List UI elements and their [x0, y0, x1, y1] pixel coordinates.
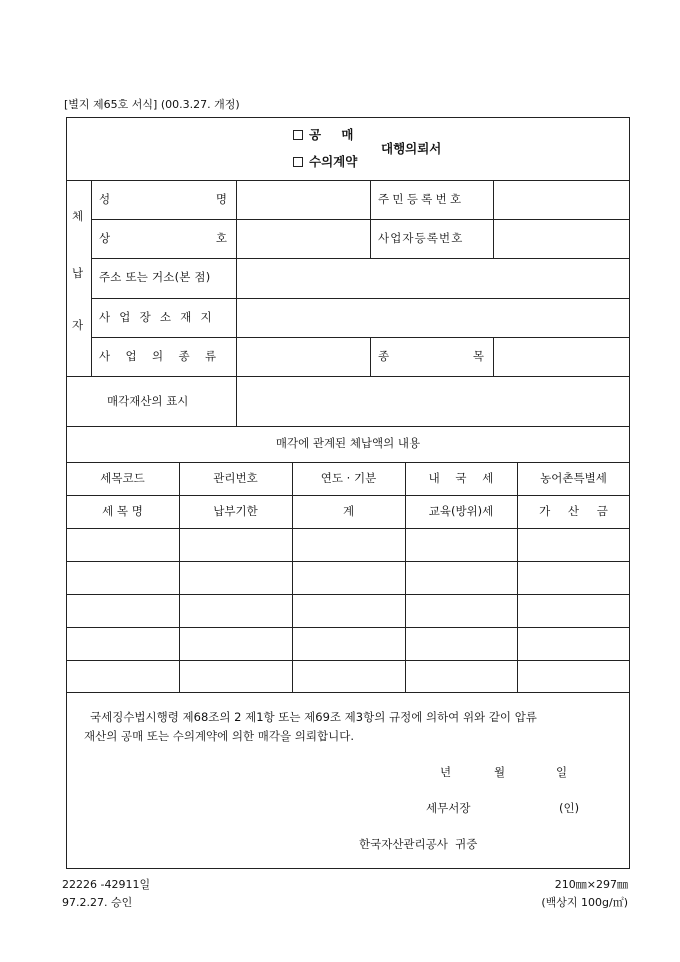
trade-name-label: 상 호	[99, 231, 227, 245]
statement-line-1: 국세징수법시행령 제68조의 2 제1항 또는 제69조 제3항의 규정에 의하여 위와 같이 압류	[90, 710, 537, 724]
address-label: 주소 또는 거소(본 점)	[99, 270, 211, 284]
divider	[66, 692, 630, 693]
table-row[interactable]	[67, 595, 629, 626]
header-tax-name: 세 목 명	[102, 504, 143, 518]
table-row[interactable]	[67, 661, 629, 691]
resident-no-label: 주민등록번호	[378, 192, 465, 206]
trade-name-field[interactable]	[237, 220, 369, 257]
business-type-field[interactable]	[237, 338, 369, 375]
business-location-field[interactable]	[237, 299, 629, 336]
recipient: 한국자산관리공사 귀중	[359, 837, 478, 851]
date-year: 년	[440, 765, 452, 779]
header-domestic-tax: 내 국 세	[428, 471, 494, 485]
divider	[91, 180, 92, 376]
seal-mark: (인)	[559, 801, 580, 815]
tax-office-head: 세무서장	[426, 801, 471, 815]
table-row[interactable]	[67, 529, 629, 560]
option-auction: 공 매	[293, 129, 354, 142]
header-tax-code: 세목코드	[100, 471, 145, 485]
footer-paper-type: (백상지 100g/㎡)	[541, 896, 628, 909]
business-no-field[interactable]	[494, 220, 629, 257]
name-label: 성 명	[99, 192, 227, 206]
divider	[370, 337, 371, 376]
header-total: 계	[342, 504, 355, 518]
option-contract: 수의계약	[293, 156, 357, 169]
header-rural-tax: 농어촌특별세	[540, 471, 607, 485]
divider	[66, 462, 630, 463]
tax-table-caption: 매각에 관계된 체납액의 내용	[275, 436, 421, 450]
business-type-label: 사업의종류	[99, 349, 232, 363]
auction-checkbox[interactable]	[293, 130, 303, 140]
table-row[interactable]	[67, 628, 629, 659]
table-row[interactable]	[67, 562, 629, 593]
header-mgmt-no: 관리번호	[213, 471, 258, 485]
property-label: 매각재산의 표시	[107, 394, 189, 408]
header-due-date: 납부기한	[213, 504, 258, 518]
header-penalty: 가 산 금	[539, 504, 608, 518]
business-no-label: 사업자등록번호	[378, 231, 464, 245]
contract-checkbox[interactable]	[293, 157, 303, 167]
divider	[66, 495, 630, 496]
side-label-char: 납	[72, 266, 84, 280]
form-header: [별지 제65호 서식] (00.3.27. 개정)	[64, 98, 240, 111]
header-year-period: 연도 · 기분	[320, 471, 377, 485]
footer-approval: 97.2.27. 승인	[62, 896, 133, 909]
footer-form-number: 22226 -42911일	[62, 878, 151, 891]
property-field[interactable]	[237, 377, 629, 425]
address-field[interactable]	[237, 259, 629, 297]
business-location-label: 사업장소재지	[99, 310, 221, 324]
date-day: 일	[556, 765, 568, 779]
name-field[interactable]	[237, 181, 369, 218]
side-label-char: 자	[72, 318, 84, 332]
item-field[interactable]	[494, 338, 629, 375]
form-title: 대행의뢰서	[381, 141, 442, 156]
item-label: 종 목	[378, 349, 484, 363]
statement-line-2: 재산의 공매 또는 수의계약에 의한 매각을 의뢰합니다.	[84, 729, 354, 743]
resident-no-field[interactable]	[494, 181, 629, 218]
divider	[370, 180, 371, 258]
header-education-tax: 교육(방위)세	[428, 504, 494, 518]
divider	[66, 426, 630, 427]
footer-paper-size: 210㎜×297㎜	[554, 878, 628, 891]
date-month: 월	[494, 765, 506, 779]
side-label-char: 체	[72, 209, 84, 223]
